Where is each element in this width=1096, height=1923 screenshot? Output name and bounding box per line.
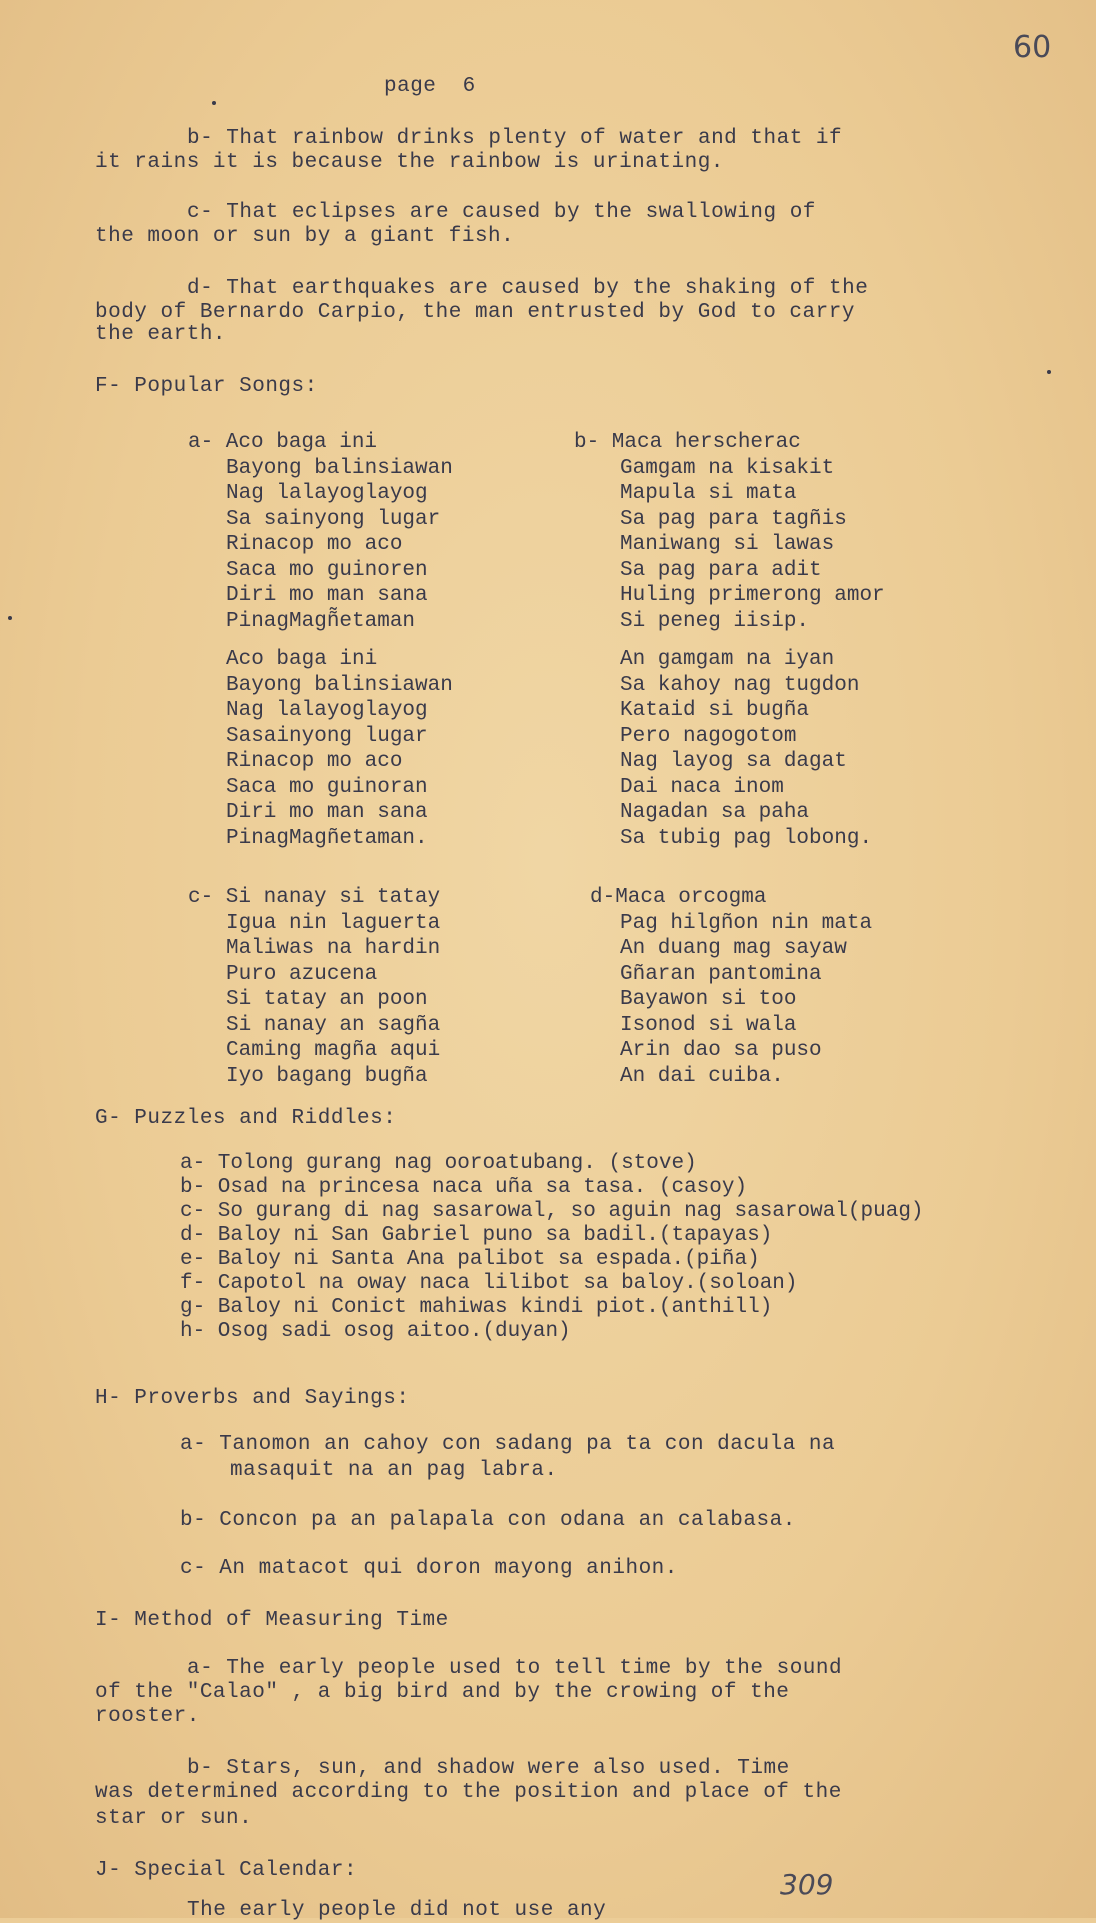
song-a-line: Diri mo man sana: [226, 801, 428, 824]
song-d-line: Pag hilgñon nin mata: [620, 911, 873, 935]
belief-b-line-2: it rains it is because the rainbow is urinating.: [95, 151, 724, 174]
riddle-item: a- Tolong gurang nag ooroatubang. (stove): [180, 1152, 697, 1175]
song-d-line: An dai cuiba.: [620, 1064, 784, 1088]
method-a-line-3: rooster.: [95, 1705, 200, 1728]
belief-c-line-1: c- That eclipses are caused by the swallowing of: [187, 201, 816, 224]
song-a-line: Nag lalayoglayog: [226, 699, 428, 722]
song-a-line: Aco baga ini: [226, 648, 378, 671]
riddles-list: [180, 1152, 924, 1344]
song-b-line: Kataid si bugña: [620, 699, 810, 722]
belief-d-line-1: d- That earthquakes are caused by the shaking of the: [187, 277, 869, 300]
section-f-heading: F- Popular Songs:: [95, 375, 318, 398]
song-b-line: Sa kahoy nag tugdon: [620, 673, 860, 697]
belief-c-line-2: the moon or sun by a giant fish.: [95, 225, 515, 248]
section-j-heading: J- Special Calendar:: [95, 1859, 358, 1882]
song-d-line: d-Maca orcogma: [590, 886, 767, 909]
song-b-line: Huling primerong amor: [620, 584, 885, 607]
section-h-heading: H- Proverbs and Sayings:: [95, 1387, 410, 1410]
song-d-line: Gñaran pantomina: [620, 962, 822, 986]
song-a-line: Rinacop mo aco: [226, 533, 403, 556]
song-b-line: Nag layog sa dagat: [620, 750, 847, 773]
belief-b-line-1: b- That rainbow drinks plenty of water and that if: [187, 127, 843, 150]
footer-number: 309: [780, 1868, 834, 1901]
method-b-line-2: was determined according to the position and place of the: [95, 1781, 842, 1804]
section-i-heading: I- Method of Measuring Time: [95, 1609, 449, 1632]
proverb-a-line-2: masaquit na an pag labra.: [230, 1459, 558, 1482]
song-c-line: Caming magña aqui: [226, 1039, 441, 1062]
riddle-item: g- Baloy ni Conict mahiwas kindi piot.(anthill): [180, 1296, 773, 1319]
song-c-line: Si tatay an poon: [226, 988, 428, 1011]
song-a-line: Saca mo guinoren: [226, 558, 428, 582]
song-b-line: Maniwang si lawas: [620, 533, 835, 556]
song-b-line: Mapula si mata: [620, 482, 797, 505]
section-g-heading: G- Puzzles and Riddles:: [95, 1107, 397, 1130]
song-b-line: b- Maca herscherac: [574, 431, 801, 454]
belief-d-line-3: the earth.: [95, 323, 227, 346]
riddle-item: b- Osad na princesa naca uña sa tasa. (casoy): [180, 1176, 748, 1199]
song-c-line: Si nanay an sagña: [226, 1013, 441, 1037]
song-d-line: Isonod si wala: [620, 1013, 797, 1037]
song-d: [590, 885, 872, 1089]
song-c-line: Iyo bagang bugña: [226, 1064, 428, 1088]
song-b: [574, 430, 885, 851]
proverb-c: c- An matacot qui doron mayong anihon.: [180, 1557, 678, 1580]
proverb-b: b- Concon pa an palapala con odana an calabasa.: [180, 1509, 796, 1532]
method-b-line-1: b- Stars, sun, and shadow were also used. Time: [187, 1757, 790, 1780]
song-b-line: Sa pag para tagñis: [620, 507, 847, 531]
song-d-line: Arin dao sa puso: [620, 1039, 822, 1062]
page-label: page 6: [384, 75, 476, 98]
song-d-line: Bayawon si too: [620, 988, 797, 1011]
song-a-line: Bayong balinsiawan: [226, 673, 453, 697]
song-b-line: An gamgam na iyan: [620, 648, 835, 671]
song-a-line: Nag lalayoglayog: [226, 482, 428, 505]
song-c-line: Igua nin laguerta: [226, 911, 441, 935]
riddle-item: c- So gurang di nag sasarowal, so aguin nag sasarowal(puag): [180, 1200, 924, 1223]
riddle-item: h- Osog sadi osog aitoo.(duyan): [180, 1320, 571, 1343]
song-a-line: Bayong balinsiawan: [226, 456, 453, 480]
song-a-line: PinagMagñ̃etaman: [226, 609, 416, 633]
song-b-line: Pero nagogotom: [620, 724, 797, 748]
method-b-line-3: star or sun.: [95, 1807, 253, 1830]
song-b-line: Si peneg iisip.: [620, 609, 810, 633]
calendar-line-1: The early people did not use any: [187, 1899, 607, 1922]
belief-d-line-2: body of Bernardo Carpio, the man entrusted by God to carry: [95, 301, 855, 324]
song-a-line: Sa sainyong lugar: [226, 507, 441, 531]
ink-dot: [8, 616, 12, 620]
method-a-line-2: of the "Calao" , a big bird and by the crowing of the: [95, 1681, 790, 1704]
song-c: [188, 885, 440, 1089]
method-a-line-1: a- The early people used to tell time by the sound: [187, 1657, 843, 1680]
proverb-a-line-1: a- Tanomon an cahoy con sadang pa ta con dacula na: [180, 1433, 836, 1456]
riddle-item: e- Baloy ni Santa Ana palibot sa espada.(piña): [180, 1248, 760, 1271]
song-a-line: Diri mo man sana: [226, 584, 428, 607]
song-c-line: c- Si nanay si tatay: [188, 886, 441, 909]
song-c-line: Puro azucena: [226, 962, 378, 986]
song-b-line: Dai naca inom: [620, 775, 784, 799]
ink-dot: [1047, 370, 1051, 374]
song-b-line: Sa pag para adit: [620, 558, 822, 582]
song-b-line: Sa tubig pag lobong.: [620, 826, 873, 850]
riddle-item: f- Capotol na oway naca lilibot sa baloy.(soloan): [180, 1272, 798, 1295]
riddle-item: d- Baloy ni San Gabriel puno sa badil.(tapayas): [180, 1224, 773, 1247]
song-b-line: Nagadan sa paha: [620, 801, 810, 824]
song-a: [188, 430, 453, 851]
song-a-line: Saca mo guinoran: [226, 775, 428, 799]
song-a-line: a- Aco baga ini: [188, 431, 378, 454]
ink-dot: [212, 101, 216, 105]
song-a-line: Sasainyong lugar: [226, 724, 428, 748]
song-c-line: Maliwas na hardin: [226, 937, 441, 960]
song-b-line: Gamgam na kisakit: [620, 456, 835, 480]
song-d-line: An duang mag sayaw: [620, 937, 847, 960]
song-a-line: Rinacop mo aco: [226, 750, 403, 773]
song-a-line: PinagMagñetaman.: [226, 826, 428, 850]
folio-number: 60: [1013, 30, 1052, 65]
